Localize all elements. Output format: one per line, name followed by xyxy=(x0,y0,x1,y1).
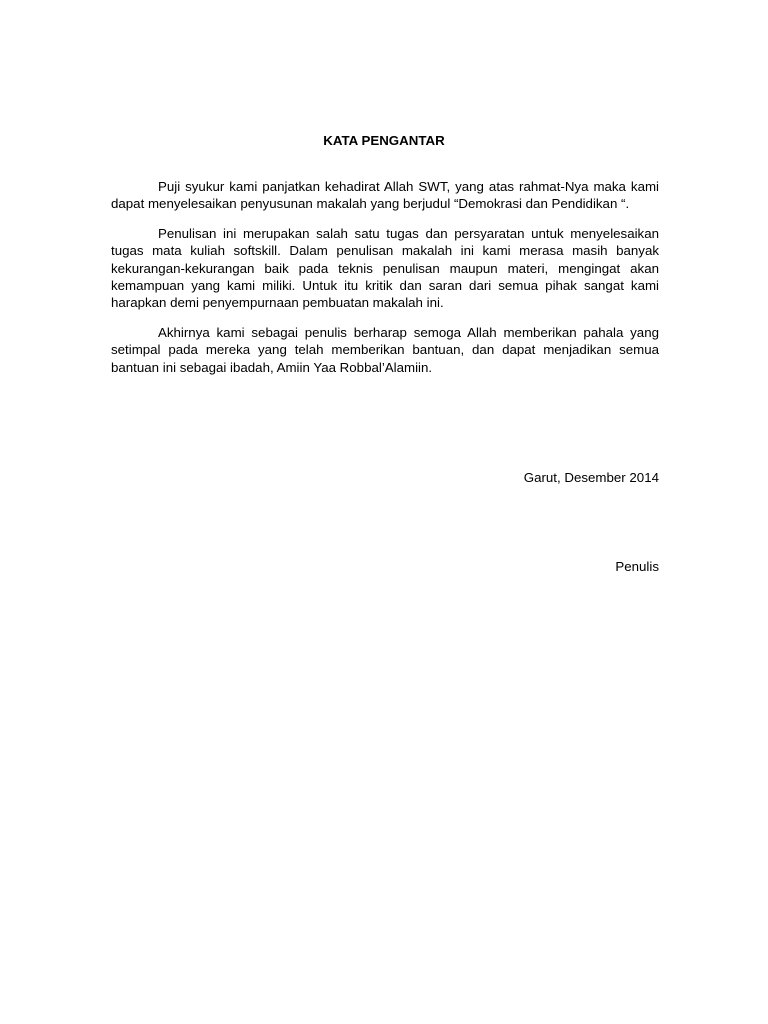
paragraph-closing: Akhirnya kami sebagai penulis berharap semoga Allah memberikan pahala yang setimpal pada mereka yang telah memberikan bantuan, dan dapat menjadikan semua bantuan ini sebagai ibadah, Amiin Yaa Robbal’Alamiin. xyxy=(111,324,659,375)
page-title: KATA PENGANTAR xyxy=(323,133,445,148)
paragraph-purpose: Penulisan ini merupakan salah satu tugas dan persyaratan untuk menyelesaikan tugas mata kuliah softskill. Dalam penulisan makalah ini kami merasa masih banyak kekurangan-kekurangan baik pada teknis penulisan maupun materi, mengingat akan kemampuan yang kami miliki. Untuk itu kritik dan saran dari semua pihak sangat kami harapkan demi penyempurnaan pembuatan makalah ini. xyxy=(111,225,659,311)
place-date: Garut, Desember 2014 xyxy=(523,470,659,485)
document-body xyxy=(111,178,659,388)
paragraph-gratitude: Puji syukur kami panjatkan kehadirat Allah SWT, yang atas rahmat-Nya maka kami dapat menyelesaikan penyusunan makalah yang berjudul “Demokrasi dan Pendidikan “. xyxy=(111,179,659,212)
signature: Penulis xyxy=(615,559,659,574)
